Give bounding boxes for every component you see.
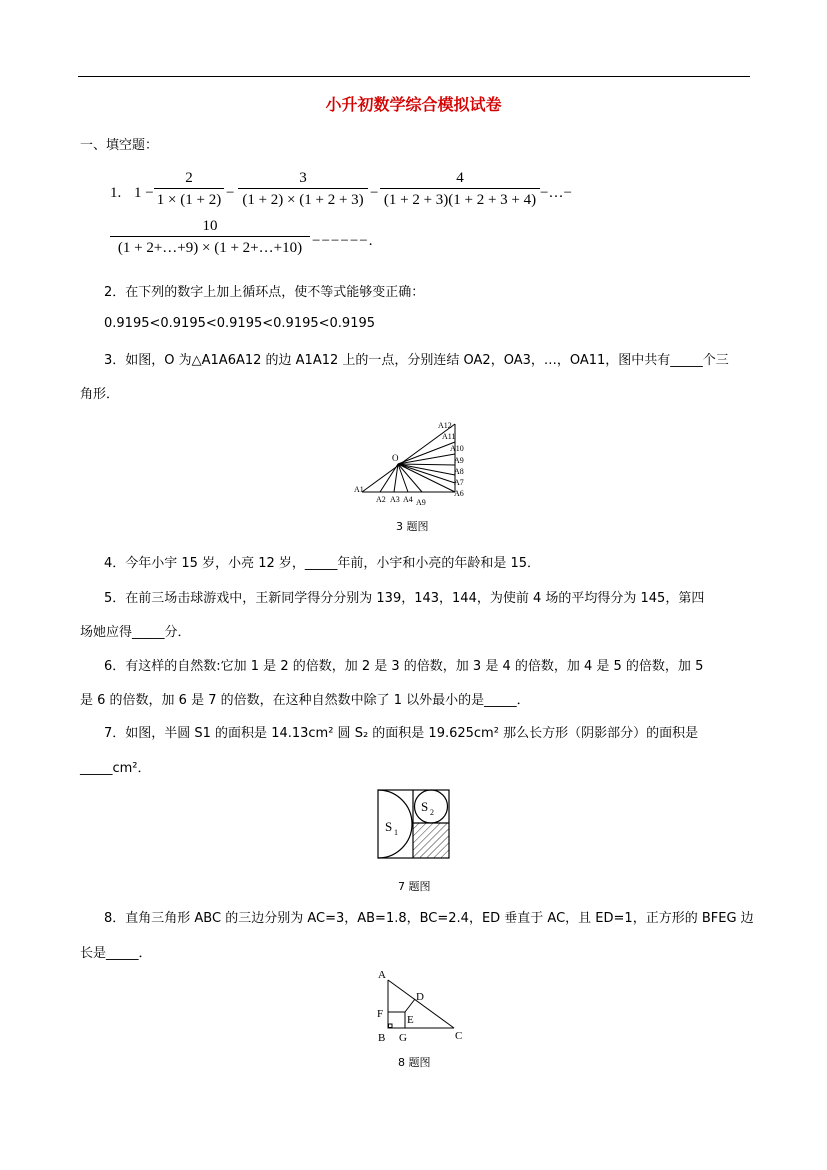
q3-text-line1: 3．如图，O 为△A1A6A12 的边 A1A12 上的一点，分别连结 OA2，OA3，…，OA11，图中共有_____个三 [104,353,729,368]
q7-caption: 7 题图 [398,880,431,893]
label-e: E [407,1014,414,1026]
fraction-denominator: (1 + 2+…+9) × (1 + 2+…+10) [117,240,303,256]
q7-text-line2: _____cm²． [80,761,151,776]
q8-caption: 8 题图 [398,1056,431,1069]
q8-text-line1: 8．直角三角形 ABC 的三边分别为 AC=3，AB=1.8，BC=2.4，ED 垂直于 AC，且 ED=1，正方形的 BFEG 边 [104,911,754,926]
q1-answer-blank: −−−−−−. [312,233,374,249]
label-a6: A6 [454,489,464,498]
label-a10: A10 [450,444,464,453]
q7-figure [376,788,452,862]
fraction-bar [154,188,224,189]
fraction-numerator: 3 [299,170,307,186]
page-title: 小升初数学综合模拟试卷 [325,95,502,114]
q1-label: 1. [110,185,122,201]
label-d: D [416,991,424,1003]
label-a9: A9 [416,498,426,507]
label-o: O [392,453,399,463]
label-f: F [377,1008,384,1020]
q1-fraction-3 [380,169,540,209]
label-a11: A11 [442,432,456,441]
q1-minus: − [226,185,235,201]
label-a7: A7 [454,478,464,487]
label-s1: S [385,819,393,834]
q2-expression: 0.9195<0.9195<0.9195<0.9195<0.9195 [104,316,376,331]
q1-lead: 1 − [134,185,154,201]
fraction-bar [238,188,368,189]
q1-minus: − [370,185,379,201]
label-a: A [378,969,386,981]
fraction-denominator: (1 + 2) × (1 + 2 + 3) [242,192,364,208]
fraction-numerator: 2 [185,170,193,186]
q1-fraction-2 [238,169,368,209]
fraction-numerator: 4 [456,170,464,186]
q3-figure [350,418,480,510]
q5-text-line1: 5．在前三场击球游戏中，王新同学得分分别为 139，143，144，为使前 4 场的平均得分为 145，第四 [104,591,705,606]
label-b: B [378,1032,386,1044]
fraction-bar [110,236,310,237]
label-a2: A2 [376,495,386,504]
q1-fraction-4 [110,217,310,257]
header-rule [78,76,750,77]
label-a1: A1 [354,485,364,494]
label-s1-subscript: 1 [394,828,398,837]
fraction-denominator: (1 + 2 + 3)(1 + 2 + 3 + 4) [383,192,537,208]
q2-text: 2．在下列的数字上加上循环点，使不等式能够变正确： [104,285,425,300]
label-g: G [399,1032,407,1044]
fraction-denominator: 1 × (1 + 2) [156,192,222,208]
label-a4: A4 [403,495,413,504]
q8-text-line2: 长是_____． [80,946,152,961]
label-c: C [455,1030,463,1042]
q3-text-line2: 角形． [80,387,120,402]
label-a3: A3 [390,495,400,504]
q1-ellipsis: −…− [540,185,572,201]
q7-text-line1: 7．如图，半圆 S1 的面积是 14.13cm² 圆 S₂ 的面积是 19.625cm² 那么长方形（阴影部分）的面积是 [104,726,699,741]
q1-fraction-1 [154,169,224,209]
label-a8: A8 [454,467,464,476]
q3-caption: 3 题图 [396,520,429,533]
label-s2: S [421,799,429,814]
section-heading: 一、填空题： [80,138,159,153]
q5-text-line2: 场她应得_____分． [80,625,191,640]
label-a12: A12 [438,421,452,430]
label-a9-right: A9 [454,456,464,465]
label-s2-subscript: 2 [430,808,434,817]
fraction-numerator: 10 [202,218,218,234]
q4-text: 4．今年小宇 15 岁，小亮 12 岁，_____年前，小宇和小亮的年龄和是 15． [104,556,541,571]
q6-text-line2: 是 6 的倍数，加 6 是 7 的倍数，在这种自然数中除了 1 以外最小的是_____． [80,693,530,708]
q8-figure [372,966,468,1048]
fraction-bar [380,188,540,189]
q6-text-line1: 6．有这样的自然数:它加 1 是 2 的倍数，加 2 是 3 的倍数，加 3 是 4 的倍数，加 4 是 5 的倍数，加 5 [104,659,704,674]
